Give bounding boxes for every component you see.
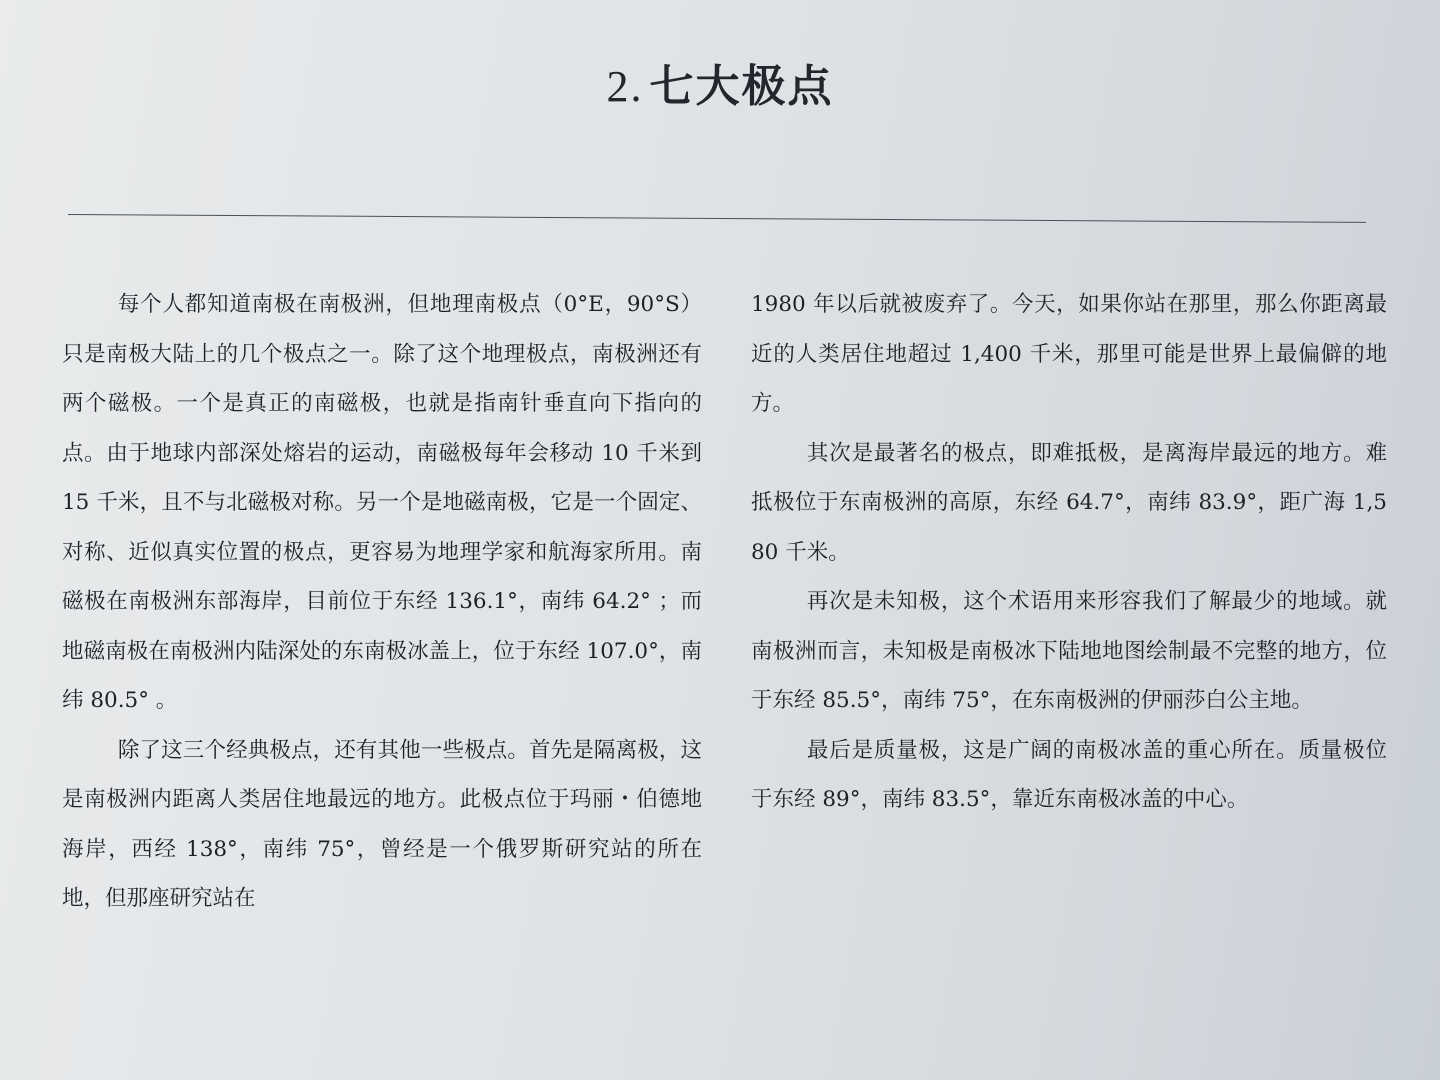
paragraph: 每个人都知道南极在南极洲，但地理南极点（0°E，90°S）只是南极大陆上的几个极点之一。除了这个地理极点，南极洲还有两个磁极。一个是真正的南磁极，也就是指南针垂直向下指向的点。由于地球内部深处熔岩的运动，南磁极每年会移动 10 千米到 15 千米，且不与北磁极对称。另一个是地磁南极，它是一个固定、对称、近似真实位置的极点，更容易为地理学家和航海家所用。南磁极在南极洲东部海岸，目前位于东经 136.1°，南纬 64.2° ；而地磁南极在南极洲内陆深处的东南极冰盖上，位于东经 107.0°，南纬 80.5° 。 [62, 292, 702, 713]
section-heading-text: 七大极点 [649, 61, 834, 112]
left-column [62, 280, 702, 924]
paragraph: 最后是质量极，这是广阔的南极冰盖的重心所在。质量极位于东经 89°，南纬 83.5°，靠近东南极冰盖的中心。 [751, 737, 1387, 812]
paragraph-continued: 1980 年以后就被废弃了。今天，如果你站在那里，那么你距离最近的人类居住地超过 1,400 千米，那里可能是世界上最偏僻的地方。 [751, 292, 1387, 416]
title-divider [68, 214, 1366, 223]
paragraph: 除了这三个经典极点，还有其他一些极点。首先是隔离极，这是南极洲内距离人类居住地最远的地方。此极点位于玛丽・伯德地海岸，西经 138°，南纬 75°，曾经是一个俄罗斯研究站的所在地，但那座研究站在 [62, 737, 702, 911]
right-column [751, 280, 1387, 825]
section-title [0, 50, 1440, 114]
paragraph: 其次是最著名的极点，即难抵极，是离海岸最远的地方。难抵极位于东南极洲的高原，东经 64.7°，南纬 83.9°，距广海 1,580 千米。 [751, 440, 1387, 565]
paragraph: 再次是未知极，这个术语用来形容我们了解最少的地域。就南极洲而言，未知极是南极冰下陆地地图绘制最不完整的地方，位于东经 85.5°，南纬 75°，在东南极洲的伊丽莎白公主地。 [751, 589, 1387, 713]
section-number: 2. [606, 62, 644, 111]
